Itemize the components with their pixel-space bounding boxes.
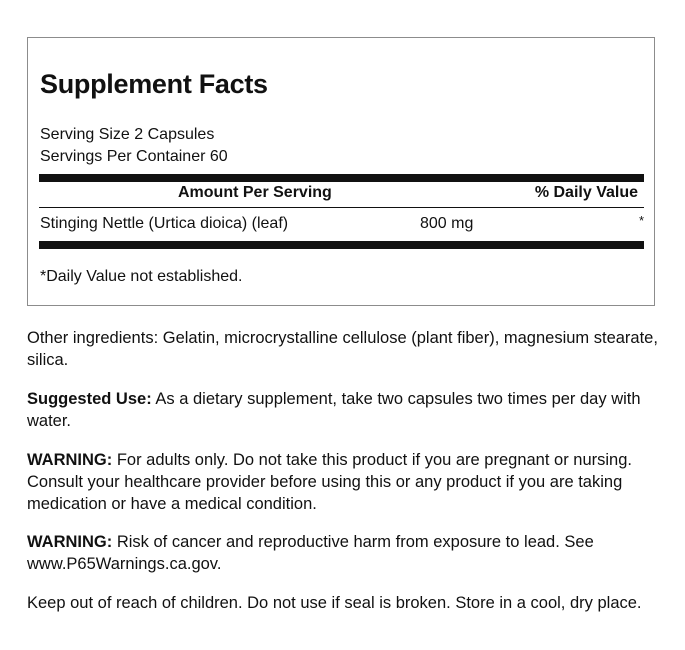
thin-divider [39,207,644,208]
warning-lead-text: Risk of cancer and reproductive harm from exposure to lead. See www.P65Warnings.ca.gov. [27,533,594,573]
daily-value-footnote: *Daily Value not established. [40,268,243,285]
other-ingredients: Other ingredients: Gelatin, microcrystalline cellulose (plant fiber), magnesium stearate, silica. [27,329,658,369]
column-header-daily-value: % Daily Value [534,184,638,201]
ingredient-name: Stinging Nettle (Urtica dioica) (leaf) [40,215,289,232]
ingredient-daily-value: * [638,213,644,228]
panel-title: Supplement Facts [40,69,268,99]
thick-divider-bottom [39,241,644,249]
serving-size: Serving Size 2 Capsules [40,126,215,143]
warning-lead-label: WARNING: [27,533,113,551]
warning-adults-label: WARNING: [27,451,113,469]
column-header-amount: Amount Per Serving [178,184,332,201]
warning-lead [27,531,667,575]
suggested-use-label: Suggested Use: [27,390,152,408]
servings-per-container: Servings Per Container 60 [40,148,228,165]
supplement-facts-panel [27,37,655,306]
suggested-use [27,388,667,432]
thick-divider-top [39,174,644,182]
warning-adults [27,449,667,515]
ingredient-amount: 800 mg [420,215,474,232]
storage-note: Keep out of reach of children. Do not use if seal is broken. Store in a cool, dry place. [27,594,642,612]
suggested-use-text: As a dietary supplement, take two capsules two times per day with water. [27,390,641,430]
warning-adults-text: For adults only. Do not take this product if you are pregnant or nursing. Consult your healthcare provider before using this or any product if you are taking medication or have a medical condition. [27,451,632,513]
